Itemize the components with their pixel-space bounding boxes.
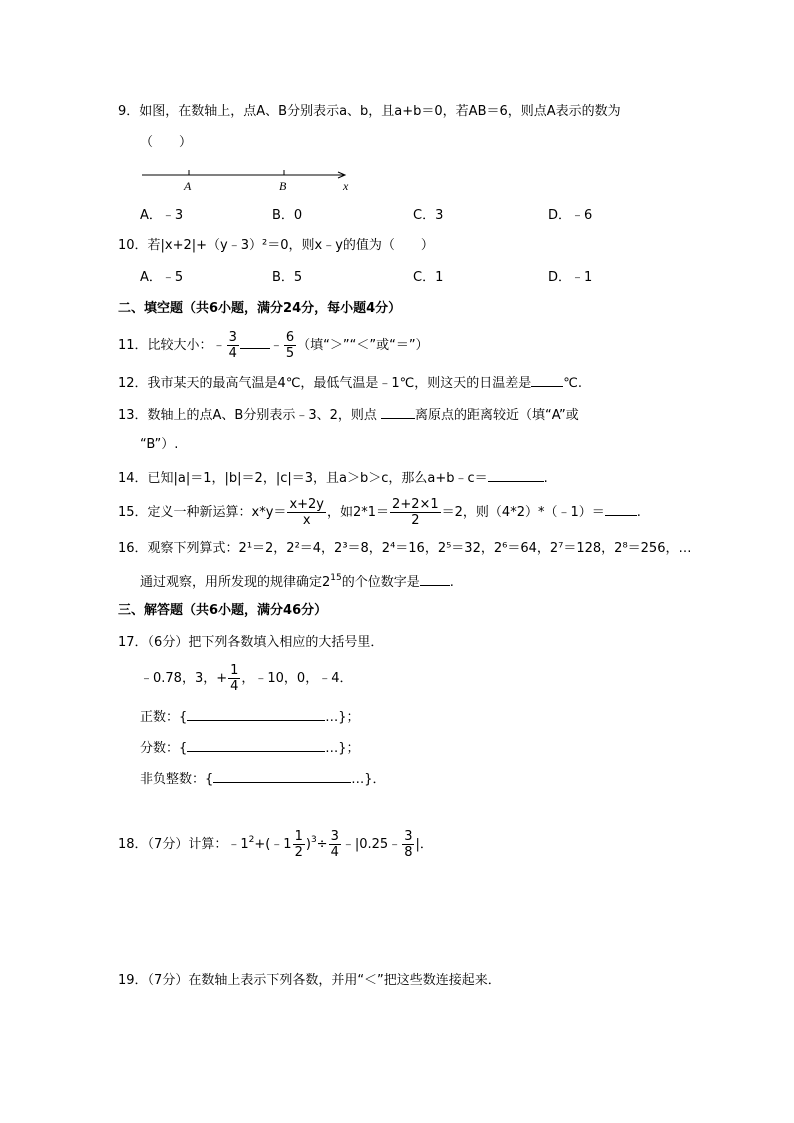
question-14 bbox=[118, 468, 548, 488]
q10-option-d: D．﹣1 bbox=[548, 270, 593, 285]
q9-option-c: C．3 bbox=[413, 208, 444, 223]
q18-exp-1: 2 bbox=[248, 835, 255, 845]
q11-answer-blank[interactable] bbox=[240, 335, 270, 349]
q17-numbers-a: ﹣0.78，3，+ bbox=[140, 671, 228, 686]
q15-prefix: 15．定义一种新运算：x*y＝ bbox=[118, 505, 287, 520]
question-9-paren: （ ） bbox=[140, 135, 193, 150]
q15-end: . bbox=[636, 505, 641, 520]
q17-set2-end: …}； bbox=[325, 741, 360, 756]
q15-def-fraction bbox=[287, 497, 326, 528]
q16-text-a: 通过观察，用所发现的规律确定2 bbox=[140, 575, 331, 590]
q11-fraction-1 bbox=[227, 330, 239, 361]
q13-text-b: 离原点的距离较近（填“A”或 bbox=[415, 408, 579, 423]
question-18 bbox=[118, 829, 433, 860]
q11-f1-den: 4 bbox=[228, 346, 237, 361]
q11-f2-den: 5 bbox=[285, 346, 295, 361]
q12-unit: ℃. bbox=[563, 376, 583, 391]
q14-answer-blank[interactable] bbox=[488, 468, 544, 482]
q18-part-5: |． bbox=[415, 837, 433, 852]
q13-text-a: 13．数轴上的点A、B分别表示﹣3、2，则点 bbox=[118, 408, 382, 423]
q18-f2-den: 4 bbox=[330, 845, 339, 860]
q16-end: . bbox=[449, 575, 454, 590]
q11-prefix: 11．比较大小： bbox=[118, 338, 213, 353]
q18-fraction-2 bbox=[329, 829, 341, 860]
q9-option-b: B．0 bbox=[272, 208, 303, 223]
question-13-line2: “B”）. bbox=[140, 437, 179, 452]
question-16-line2 bbox=[140, 572, 454, 592]
q15-example-fraction bbox=[390, 497, 441, 528]
q18-prefix: 18．（7分）计算：﹣1 bbox=[118, 837, 249, 852]
q18-f3-num: 3 bbox=[404, 829, 413, 844]
q10-option-b: B．5 bbox=[272, 270, 303, 285]
question-11 bbox=[118, 330, 429, 361]
q17-set-nonneg-integer bbox=[140, 769, 386, 789]
q18-fraction-3 bbox=[402, 829, 414, 860]
q14-text: 14．已知|a|＝1，|b|＝2，|c|＝3，且a＞b＞c，那么a+b﹣c＝ bbox=[118, 471, 488, 486]
q17-set1-end: …}； bbox=[325, 710, 360, 725]
q15-mid: ，如2*1＝ bbox=[327, 505, 390, 520]
q18-f2-num: 3 bbox=[330, 829, 339, 844]
q17-set3-end: …}． bbox=[351, 772, 386, 787]
question-12 bbox=[118, 373, 582, 393]
q17-set2-label: 分数：{ bbox=[140, 741, 188, 756]
question-16-line1: 16．观察下列算式：2¹＝2，2²＝4，2³＝8，2⁴＝16，2⁵＝32，2⁶＝64，2⁷＝128，2⁸＝256，… bbox=[118, 541, 692, 556]
q17-set-positive bbox=[140, 707, 360, 727]
q17-set1-blank[interactable] bbox=[187, 707, 325, 721]
q15-def-den: x bbox=[302, 513, 311, 528]
section-3-title: 三、解答题（共6小题，满分46分） bbox=[118, 603, 328, 618]
q18-part-3: ÷ bbox=[316, 837, 328, 852]
q17-set3-blank[interactable] bbox=[213, 769, 351, 783]
q10-option-c: C．1 bbox=[413, 270, 444, 285]
q10-option-a: A．﹣5 bbox=[140, 270, 184, 285]
q15-ex-den: 2 bbox=[411, 513, 420, 528]
q11-suffix: （填“＞”“＜”或“＝”） bbox=[297, 338, 429, 353]
q11-fraction-2 bbox=[284, 330, 296, 361]
q17-set2-blank[interactable] bbox=[187, 738, 325, 752]
q15-def-num: x+2y bbox=[289, 497, 324, 512]
number-line-figure bbox=[138, 166, 363, 194]
q18-f1-num: 1 bbox=[294, 829, 303, 844]
question-9-stem: 9．如图，在数轴上，点A、B分别表示a、b，且a+b＝0，若AB＝6，则点A表示的数为 bbox=[118, 104, 621, 119]
section-2-title: 二、填空题（共6小题，满分24分，每小题4分） bbox=[118, 301, 402, 316]
question-15 bbox=[118, 497, 641, 528]
q18-f1-den: 2 bbox=[294, 845, 303, 860]
q11-neg: ﹣ bbox=[212, 338, 226, 353]
label-x: x bbox=[343, 179, 349, 193]
q11-f1-num: 3 bbox=[228, 330, 237, 345]
q15-answer-blank[interactable] bbox=[605, 502, 637, 516]
q17-fraction bbox=[228, 663, 240, 694]
q13-answer-blank[interactable] bbox=[381, 405, 415, 419]
q17-number-list bbox=[140, 663, 352, 694]
label-b: B bbox=[279, 179, 287, 193]
q14-end: . bbox=[543, 471, 548, 486]
q17-set-fraction bbox=[140, 738, 360, 758]
q15-mid2: ＝2，则（4*2）*（﹣1）＝ bbox=[441, 505, 605, 520]
q16-text-b: 的个位数字是 bbox=[341, 575, 420, 590]
q16-answer-blank[interactable] bbox=[420, 572, 450, 586]
question-17-stem: 17．（6分）把下列各数填入相应的大括号里． bbox=[118, 635, 384, 650]
q18-fraction-1 bbox=[293, 829, 305, 860]
q17-set1-label: 正数：{ bbox=[140, 710, 188, 725]
q11-f2-num: 6 bbox=[285, 330, 295, 345]
q18-f3-den: 8 bbox=[404, 845, 413, 860]
q12-text: 12．我市某天的最高气温是4℃，最低气温是﹣1℃，则这天的日温差是 bbox=[118, 376, 532, 391]
q17-numbers-b: ，﹣10，0，﹣4． bbox=[241, 671, 353, 686]
q17-frac-den: 4 bbox=[230, 679, 239, 694]
q18-part-1: +(﹣1 bbox=[254, 837, 292, 852]
q12-answer-blank[interactable] bbox=[531, 373, 563, 387]
q17-set3-label: 非负整数：{ bbox=[140, 772, 214, 787]
question-19: 19．（7分）在数轴上表示下列各数，并用“＜”把这些数连接起来． bbox=[118, 973, 501, 988]
label-a: A bbox=[184, 179, 192, 193]
q18-part-2: ) bbox=[305, 837, 311, 852]
q18-part-4: ﹣|0.25﹣ bbox=[341, 837, 402, 852]
q11-f2-neg: ﹣ bbox=[269, 338, 283, 353]
q18-exp-2: 3 bbox=[310, 835, 317, 845]
question-10-stem: 10．若|x+2|+（y﹣3）²＝0，则x﹣y的值为（ ） bbox=[118, 238, 434, 253]
q9-option-a: A．﹣3 bbox=[140, 208, 184, 223]
q9-option-d: D．﹣6 bbox=[548, 208, 593, 223]
question-13-line1 bbox=[118, 405, 579, 425]
q16-exponent: 15 bbox=[330, 573, 342, 583]
q15-ex-num: 2+2×1 bbox=[392, 497, 439, 512]
q17-frac-num: 1 bbox=[230, 663, 239, 678]
